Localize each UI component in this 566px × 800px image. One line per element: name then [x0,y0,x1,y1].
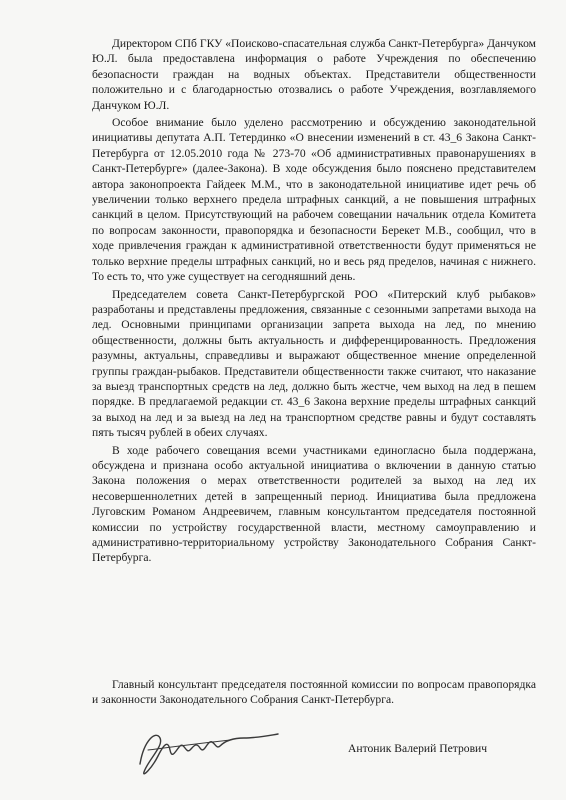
paragraph-fishermen-club: Председателем совета Санкт-Петербургской РОО «Питерский клуб рыбаков» разработаны и представлены предложения, связанные с сезонными запретами выхода на лед. Основными принципами организации запрета выхода на лед, по мнению общественности, должны быть актуальность и дифференцированность. Предложения разумны, актуальны, справедливы и выражают общественное мнение определенной группы граждан-рыбаков. Представители общественности также считают, что наказание за выезд транспортных средств на лед, должно быть жестче, чем выход на лед в пешем порядке. В предлагаемой редакции ст. 43_6 Закона верхние пределы штрафных санкций за выход на лед и за выезд на лед на транспортном средстве равны и будут составлять пять тысяч рублей в обеих случаях. [92,287,536,440]
paragraph-legislative-initiative: Особое внимание было уделено рассмотрению и обсуждению законодательной инициативы депутата А.П. Тетердинко «О внесении изменений в ст. 43_6 Закона Санкт-Петербурга от 12.05.2010 года № 273-70 «Об административных правонарушениях в Санкт-Петербурге» (далее-Закона). В ходе обсуждения было пояснено представителем автора законопроекта Гайдеек М.М., что в законодательной инициативе идет речь об увеличении только верхнего предела штрафных санкций, а не повышения штрафных санкций в целом. Присутствующий на рабочем совещании начальник отдела Комитета по вопросам законности, правопорядка и безопасности Берекет М.В., сообщил, что в ходе привлечения граждан к административной ответственности будут применяться не только верхние пределы штрафных санкций, но и весь ряд пределов, начиная с нижнего. То есть то, что уже существует на сегодняшний день. [92,116,536,284]
paragraph-parental-responsibility: В ходе рабочего совещания всеми участниками единогласно была поддержана, обсуждена и признана особо актуальной инициатива о включении в данную статью Закона положения о мерах ответственности родителей за выход на лед их несовершеннолетних детей в запрещенный период. Инициатива была предложена Луговским Романом Андреевичем, главным консультантом председателя постоянной комиссии по устройству государственной власти, местному самоуправлению и административно-территориальному устройству Законодательного Собрания Санкт-Петербурга. [92,443,536,565]
signatory-name: Антоник Валерий Петрович [348,742,488,755]
handwritten-signature [134,720,284,780]
signatory-block [92,677,536,708]
signatory-title: Главный консультант председателя постоянной комиссии по вопросам правопорядка и законности Законодательного Собрания Санкт-Петербурга. [92,678,536,707]
document-body [92,36,536,566]
paragraph-rescue-service: Директором СПб ГКУ «Поисково-спасательная служба Санкт-Петербурга» Данчуком Ю.Л. была предоставлена информация о работе Учреждения по обеспечению безопасности граждан на водных объектах. Представители общественности положительно и с благодарностью отозвались о работе Учреждения, возглавляемого Данчуком Ю.Л. [92,37,536,112]
